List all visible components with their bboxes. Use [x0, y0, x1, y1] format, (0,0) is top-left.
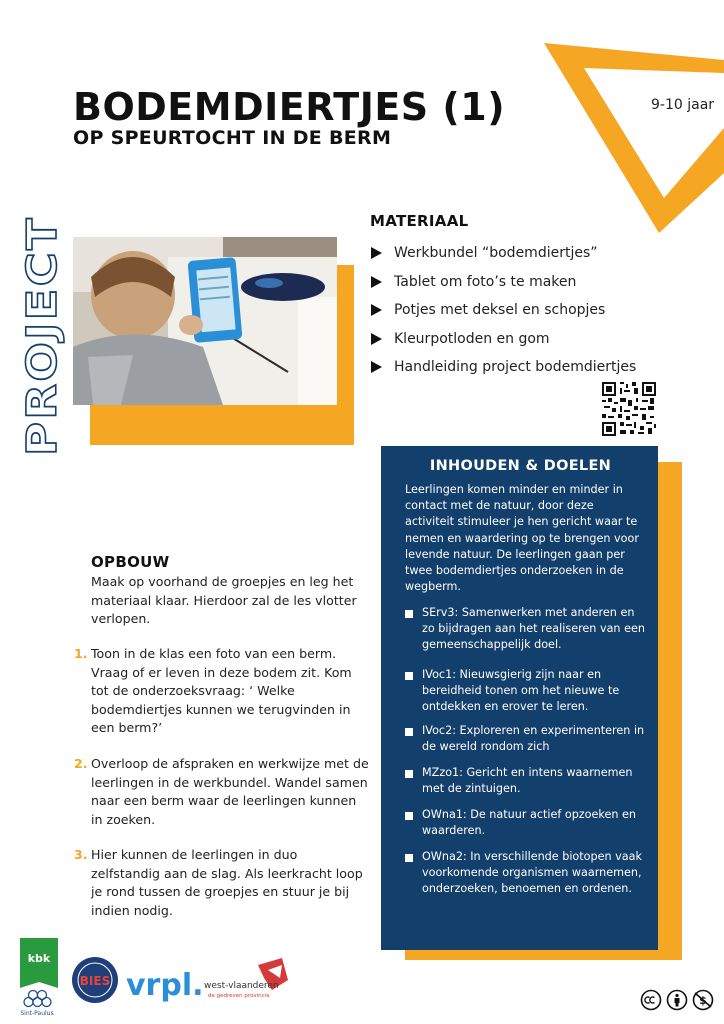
vrpl-logo: vrpl.: [126, 968, 204, 1003]
materiaal-item-text: Tablet om foto’s te maken: [394, 273, 577, 290]
triangle-bullet-icon: [370, 276, 382, 288]
qr-code-icon[interactable]: [602, 382, 656, 436]
materiaal-item-text: Kleurpotloden en gom: [394, 330, 550, 347]
materiaal-item-text: Potjes met deksel en schopjes: [394, 302, 606, 319]
age-label: 9-10 jaar: [651, 97, 715, 113]
opbouw-heading: OPBOUW: [91, 553, 170, 571]
project-label-text: PROJECT: [18, 244, 66, 456]
triangle-bullet-icon: [370, 361, 382, 373]
noncommercial-icon: [694, 991, 713, 1010]
step-text: Overloop de afspraken en werkwijze met de leerlingen in de werkbundel. Wandel samen naar een berm waar de leerlingen kunnen in zoeken.: [91, 756, 369, 827]
square-bullet-icon: [405, 610, 413, 618]
materiaal-item: [370, 268, 636, 297]
materiaal-list: [370, 239, 636, 382]
triangle-bullet-icon: [370, 333, 382, 345]
materiaal-item: [370, 325, 636, 354]
opbouw-step: [74, 755, 369, 829]
west-vlaanderen-tagline: de gedreven provincie: [208, 993, 270, 999]
goal-item: [405, 807, 646, 839]
materiaal-item: [370, 296, 636, 325]
partner-logos: [20, 938, 320, 1018]
cc-icon: [642, 991, 661, 1010]
creative-commons-icons: [640, 989, 714, 1011]
page-subtitle: OP SPEURTOCHT IN DE BERM: [73, 127, 392, 149]
step-text: Toon in de klas een foto van een berm. Vraag of er leven in deze bodem zit. Kom tot de onderzoeksvraag: ‘ Welke bodemdiertjes kunnen we terugvinden in een berm?’: [91, 646, 352, 735]
goal-text: IVoc1: Nieuwsgierig zijn naar en bereidheid tonen om het nieuwe te ontdekken en erover te leren.: [422, 668, 620, 714]
materiaal-item-text: Werkbundel “bodemdiertjes”: [394, 245, 598, 262]
square-bullet-icon: [405, 812, 413, 820]
goal-text: SErv3: Samenwerken met anderen en zo bijdragen aan het realiseren van een gemeenschappelijk doel.: [422, 606, 645, 652]
square-bullet-icon: [405, 728, 413, 736]
inhoud-heading: INHOUDEN & DOELEN: [429, 458, 612, 474]
goal-text: MZzo1: Gericht en intens waarnemen met de zintuigen.: [422, 766, 633, 796]
photo-child-with-tablet: [73, 237, 337, 405]
triangle-bullet-icon: [370, 247, 382, 259]
triangle-decoration: [544, 38, 724, 238]
goal-text: OWna2: In verschillende biotopen vaak voorkomende organismen waarnemen, onderzoeken, benoemen en ordenen.: [422, 850, 642, 896]
attribution-icon: [668, 991, 687, 1010]
goal-text: IVoc2: Exploreren en experimenteren in de wereld rondom zich: [422, 724, 645, 754]
inhoud-doelen-panel: [381, 446, 658, 950]
opbouw-step: [74, 846, 369, 920]
kbk-logo-text: kbk: [27, 952, 51, 965]
square-bullet-icon: [405, 854, 413, 862]
triangle-bullet-icon: [370, 304, 382, 316]
goal-item: [405, 605, 646, 653]
goal-item: [405, 667, 646, 715]
west-vlaanderen-logo: [204, 958, 288, 999]
inhoud-intro: Leerlingen komen minder en minder in contact met de natuur, door deze activiteit stimuleer je hen gericht waar te nemen en waardering op te brengen voor levende natuur. De leerlingen gaan per twee bodemdiertjes onderzoeken in de wegberm.: [405, 483, 639, 594]
page-title: BODEMDIERTJES (1): [73, 85, 506, 129]
opbouw-intro: Maak op voorhand de groepjes en leg het materiaal klaar. Hierdoor zal de les vlotter verlopen.: [91, 574, 357, 626]
bies-logo: [72, 957, 118, 1003]
sint-paulus-logo-text: Sint-Paulus: [20, 1010, 54, 1017]
project-vertical-label: [18, 212, 66, 460]
materiaal-item: [370, 239, 636, 268]
west-vlaanderen-logo-text: west-vlaanderen: [204, 981, 279, 991]
step-number: 3.: [74, 847, 88, 862]
svg-text:$: $: [699, 994, 707, 1007]
goal-text: OWna1: De natuur actief opzoeken en waarderen.: [422, 808, 636, 838]
step-number: 1.: [74, 646, 88, 661]
sint-paulus-logo: [24, 991, 51, 1007]
kbk-logo: [20, 938, 58, 988]
materiaal-item: [370, 353, 636, 382]
step-number: 2.: [74, 756, 88, 771]
square-bullet-icon: [405, 672, 413, 680]
materiaal-item-text: Handleiding project bodemdiertjes: [394, 359, 637, 376]
bies-logo-text: BIES: [79, 974, 111, 988]
goal-item: [405, 723, 646, 755]
square-bullet-icon: [405, 770, 413, 778]
materiaal-heading: MATERIAAL: [370, 212, 469, 230]
step-text: Hier kunnen de leerlingen in duo zelfstandig aan de slag. Als leerkracht loop je rond tussen de groepjes en stuur je bij indien nodig.: [91, 847, 363, 918]
goal-item: [405, 849, 652, 897]
opbouw-step: [74, 645, 369, 738]
goal-item: [405, 765, 646, 797]
